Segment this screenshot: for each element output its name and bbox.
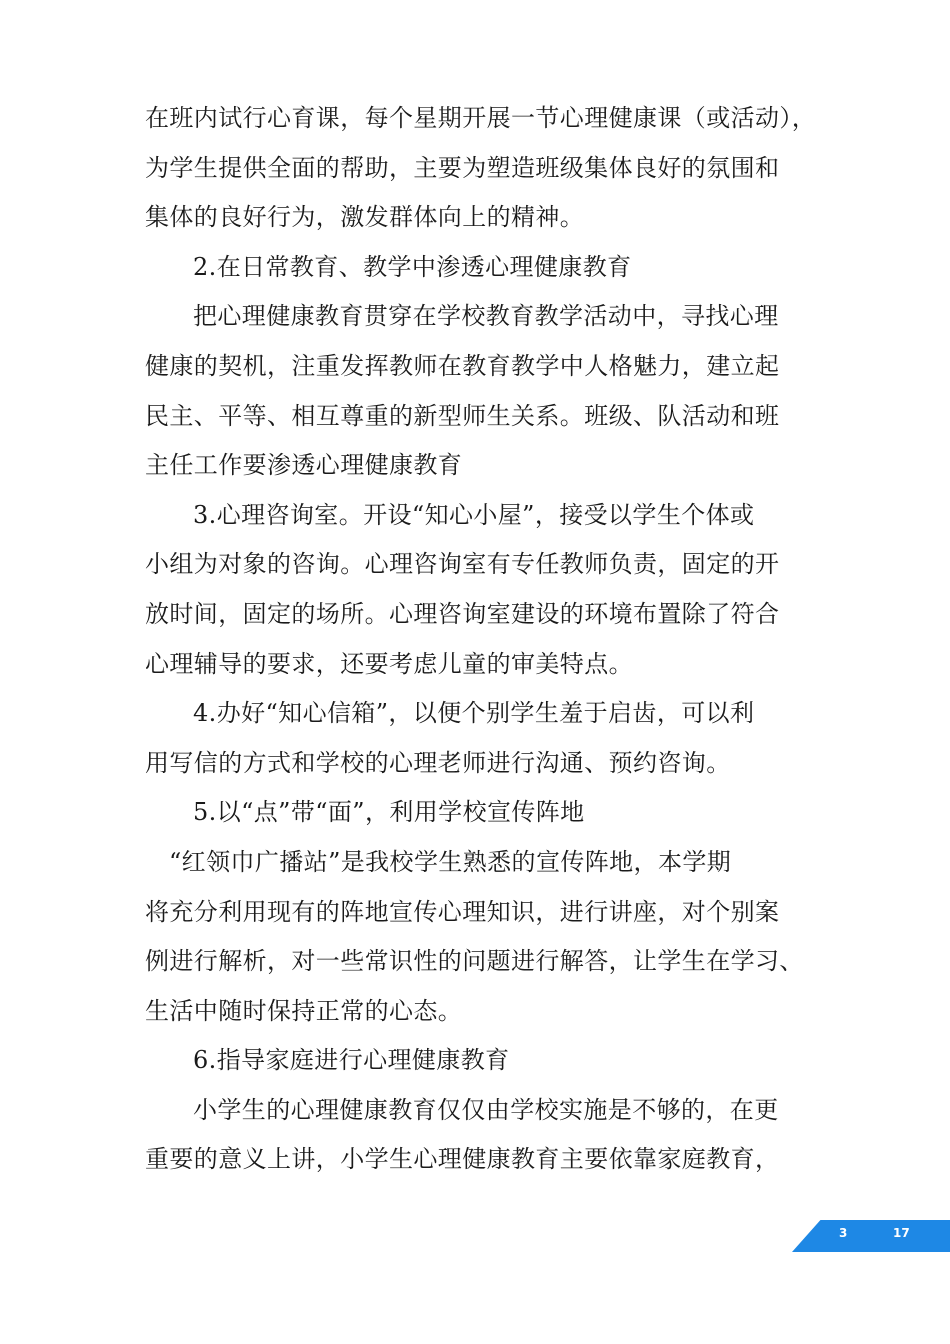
text-line: 心理辅导的要求，还要考虑儿童的审美特点。 [145,649,633,678]
text-line: 为学生提供全面的帮助，主要为塑造班级集体良好的氛围和 [145,153,780,182]
page-footer-badge [792,1220,950,1252]
text-line: 生活中随时保持正常的心态。 [145,996,463,1025]
text-line: 集体的良好行为，激发群体向上的精神。 [145,203,585,232]
text-line: “红领巾广播站”是我校学生熟悉的宣传阵地，本学期 [169,847,732,876]
total-pages: 17 [893,1226,910,1240]
text-line: 把心理健康教育贯穿在学校教育教学活动中，寻找心理 [193,302,779,331]
text-line: 重要的意义上讲，小学生心理健康教育主要依靠家庭教育， [145,1145,780,1174]
section-heading-3: 3.心理咨询室。开设“知心小屋”，接受以学生个体或 [193,500,755,529]
text-line: 主任工作要渗透心理健康教育 [145,451,463,480]
section-heading-6: 6.指导家庭进行心理健康教育 [193,1046,510,1075]
text-line: 例进行解析，对一些常识性的问题进行解答，让学生在学习、 [145,947,804,976]
section-heading-4: 4.办好“知心信箱”，以便个别学生羞于启齿，可以利 [193,699,755,728]
section-heading-5: 5.以“点”带“面”，利用学校宣传阵地 [193,798,585,827]
text-line: 健康的契机，注重发挥教师在教育教学中人格魅力，建立起 [145,351,780,380]
text-line: 小组为对象的咨询。心理咨询室有专任教师负责，固定的开 [145,550,780,579]
document-body [145,94,817,1185]
page-number: 3 [839,1226,848,1240]
text-line: 小学生的心理健康教育仅仅由学校实施是不够的，在更 [193,1095,779,1124]
text-line: 用写信的方式和学校的心理老师进行沟通、预约咨询。 [145,748,731,777]
text-line: 在班内试行心育课，每个星期开展一节心理健康课（或活动）， [145,104,817,132]
text-line: 民主、平等、相互尊重的新型师生关系。班级、队活动和班 [145,401,780,430]
section-heading-2: 2.在日常教育、教学中渗透心理健康教育 [193,252,632,281]
text-line: 将充分利用现有的阵地宣传心理知识，进行讲座，对个别案 [145,897,780,926]
text-line: 放时间，固定的场所。心理咨询室建设的环境布置除了符合 [145,599,780,628]
